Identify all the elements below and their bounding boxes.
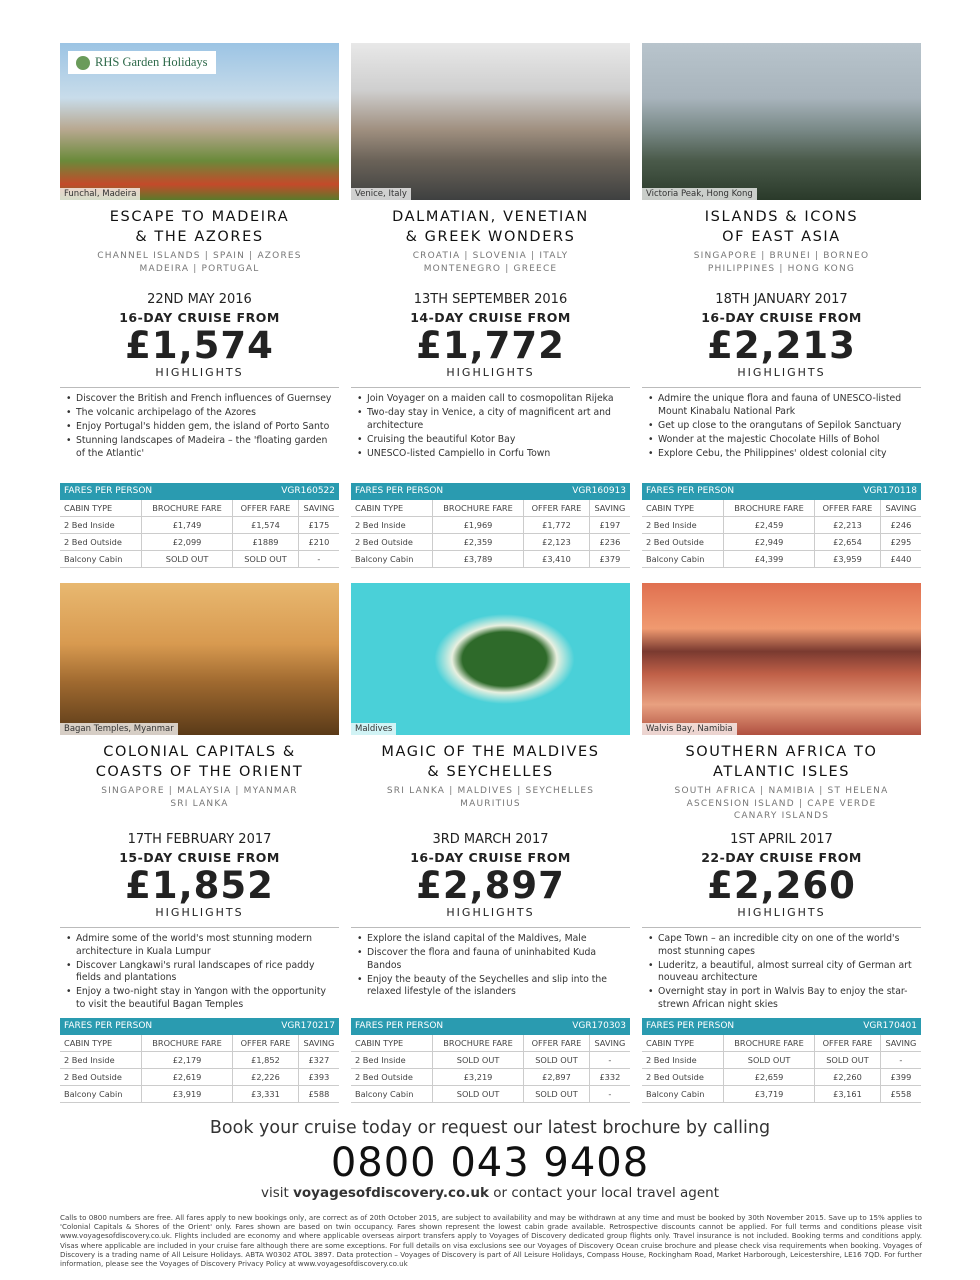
cruise-title: & GREEK WONDERS: [405, 229, 576, 245]
price-from: £1,574: [125, 324, 274, 367]
cruise-duration: 22-DAY CRUISE FROM: [701, 850, 862, 865]
destination-photo: [351, 583, 630, 735]
cruise-card: [60, 43, 339, 568]
table-cell: £2,654: [815, 534, 881, 551]
table-row: [351, 517, 630, 534]
table-cell: £1,749: [141, 517, 232, 534]
fares-table: [60, 483, 339, 569]
cruise-card: [642, 43, 921, 568]
cruise-card: [351, 583, 630, 1103]
table-row: [351, 551, 630, 568]
column-header: OFFER FARE: [524, 1035, 590, 1052]
logo-text: RHS Garden Holidays: [95, 55, 208, 69]
cruise-duration: 16-DAY CRUISE FROM: [701, 310, 862, 325]
highlights-heading: HIGHLIGHTS: [446, 906, 535, 919]
fares-table: [642, 483, 921, 569]
table-cell: Balcony Cabin: [351, 1086, 432, 1103]
cruise-code: VGR170401: [863, 1021, 917, 1031]
fine-print: Calls to 0800 numbers are free. All fares apply to new bookings only, are correct as of 20th October 2015, are subject to availability and may be withdrawn at any time and must be booked by 30th November 2015. Save up to 15% applies to 'Colonial Capitals & Shores of the Orient' only. Fares shown are based on twin occupancy. Fares shown represent the lowest cabin grade available. Retrospective discounts cannot be applied. For full terms and conditions please visit www.voyagesofdiscovery.co.uk. Flights included are economy and where applicable overseas airport transfers apply to Voyages of Discovery dedicated group flights only. Travel insurance is not included. Booking terms and conditions apply. Visas where applicable are included in your cruise fare although there are some exceptions. For full details on visa exclusions see our Voyages of Discovery Ocean cruise brochure and please check visa requirements when booking. Voyages of Discovery is a trading name of All Leisure Holidays. ABTA W0302 ATOL 3897. Data protection – Voyages of Discovery is part of All Leisure Holidays, Compass House, Rockingham Road, Market Harborough, Leicestershire, LE16 7QD. For further information, please see the Voyages of Discovery Privacy Policy at www.voyagesofdiscovery.co.uk: [60, 1213, 922, 1269]
phone-number[interactable]: 0800 043 9408: [330, 1140, 650, 1186]
table-cell: £1889: [233, 534, 299, 551]
table-cell: £2,099: [141, 534, 232, 551]
photo-caption: Walvis Bay, Namibia: [642, 723, 737, 735]
column-header: BROCHURE FARE: [141, 500, 232, 517]
table-cell: SOLD OUT: [723, 1052, 814, 1069]
table-cell: £236: [589, 534, 630, 551]
column-header: CABIN TYPE: [642, 500, 723, 517]
cruise-title: OF EAST ASIA: [722, 229, 841, 245]
price-from: £1,852: [125, 864, 274, 907]
table-cell: £175: [298, 517, 339, 534]
table-cell: SOLD OUT: [432, 1086, 523, 1103]
highlight-item: • Cape Town – an incredible city on one of the world's most stunning capes: [648, 933, 917, 958]
column-header: OFFER FARE: [524, 500, 590, 517]
price-from: £2,213: [707, 324, 856, 367]
column-header: OFFER FARE: [233, 500, 299, 517]
column-headers: [642, 500, 921, 517]
destinations-line: SINGAPORE | BRUNEI | BORNEO: [693, 251, 870, 261]
cruise-title: MAGIC OF THE MALDIVES: [381, 744, 600, 760]
cruise-code: VGR160522: [281, 486, 335, 496]
fares-label: FARES PER PERSON: [646, 1021, 735, 1031]
table-cell: £3,789: [432, 551, 523, 568]
destination-photo: [60, 43, 339, 200]
table-cell: £440: [880, 551, 921, 568]
table-cell: 2 Bed Inside: [60, 1052, 141, 1069]
column-header: BROCHURE FARE: [723, 500, 814, 517]
table-row: [60, 1086, 339, 1103]
table-cell: -: [880, 1052, 921, 1069]
table-cell: £2,459: [723, 517, 814, 534]
photo-caption: Funchal, Madeira: [60, 188, 140, 200]
table-row: [60, 517, 339, 534]
table-cell: £399: [880, 1069, 921, 1086]
fares-header-row: [60, 1018, 339, 1035]
highlight-item: • Discover the British and French influences of Guernsey: [66, 393, 335, 406]
table-cell: 2 Bed Inside: [642, 1052, 723, 1069]
highlight-item: • Stunning landscapes of Madeira – the 'floating garden of the Atlantic': [66, 435, 335, 460]
table-cell: Balcony Cabin: [351, 551, 432, 568]
table-cell: Balcony Cabin: [642, 1086, 723, 1103]
table-cell: £246: [880, 517, 921, 534]
highlight-item: • Explore the island capital of the Maldives, Male: [357, 933, 626, 946]
column-headers: [642, 1035, 921, 1052]
card-heading: [60, 735, 339, 831]
table-cell: £1,969: [432, 517, 523, 534]
fares-header-row: [351, 483, 630, 500]
departure-date: 13TH SEPTEMBER 2016: [413, 292, 568, 307]
departure-date: 22ND MAY 2016: [147, 292, 252, 307]
table-cell: SOLD OUT: [233, 551, 299, 568]
price-from: £2,897: [416, 864, 565, 907]
table-cell: £379: [589, 551, 630, 568]
cruise-duration: 14-DAY CRUISE FROM: [410, 310, 571, 325]
column-header: SAVING: [589, 1035, 630, 1052]
fares-label: FARES PER PERSON: [646, 486, 735, 496]
table-cell: £558: [880, 1086, 921, 1103]
destinations-line: CANARY ISLANDS: [733, 811, 830, 821]
table-cell: £327: [298, 1052, 339, 1069]
table-cell: SOLD OUT: [524, 1052, 590, 1069]
table-cell: -: [298, 551, 339, 568]
column-headers: [351, 1035, 630, 1052]
highlights-heading: HIGHLIGHTS: [737, 906, 826, 919]
highlights-list: [642, 387, 921, 483]
column-header: SAVING: [298, 1035, 339, 1052]
destination-photo: [642, 583, 921, 735]
column-header: CABIN TYPE: [60, 1035, 141, 1052]
table-cell: £4,399: [723, 551, 814, 568]
table-cell: 2 Bed Outside: [642, 534, 723, 551]
cruise-code: VGR170303: [572, 1021, 626, 1031]
destinations: [642, 250, 921, 275]
photo-caption: Venice, Italy: [351, 188, 411, 200]
table-row: [351, 1069, 630, 1086]
table-row: [642, 534, 921, 551]
highlights-heading: HIGHLIGHTS: [446, 366, 535, 379]
visit-line: [0, 1185, 980, 1201]
column-header: BROCHURE FARE: [141, 1035, 232, 1052]
table-cell: £2,123: [524, 534, 590, 551]
cruise-duration: 16-DAY CRUISE FROM: [410, 850, 571, 865]
table-cell: 2 Bed Outside: [642, 1069, 723, 1086]
fares-label: FARES PER PERSON: [355, 1021, 444, 1031]
cruise-title: COLONIAL CAPITALS &: [103, 744, 296, 760]
highlight-item: • The volcanic archipelago of the Azores: [66, 407, 335, 420]
table-row: [351, 1052, 630, 1069]
table-cell: 2 Bed Inside: [351, 1052, 432, 1069]
destinations: [60, 250, 339, 275]
table-cell: £1,852: [233, 1052, 299, 1069]
fares-label: FARES PER PERSON: [64, 1021, 153, 1031]
table-cell: £1,772: [524, 517, 590, 534]
fares-header-row: [351, 1018, 630, 1035]
table-row: [642, 1052, 921, 1069]
table-cell: SOLD OUT: [432, 1052, 523, 1069]
table-cell: £2,226: [233, 1069, 299, 1086]
column-header: SAVING: [298, 500, 339, 517]
destinations-line: MONTENEGRO | GREECE: [423, 263, 558, 274]
fares-label: FARES PER PERSON: [64, 486, 153, 496]
rhs-leaf-icon: [76, 56, 90, 70]
destinations-line: MADEIRA | PORTUGAL: [139, 263, 260, 274]
destinations-line: CROATIA | SLOVENIA | ITALY: [412, 251, 569, 261]
highlight-item: • Enjoy a two-night stay in Yangon with the opportunity to visit the beautiful Bagan Temples: [66, 986, 335, 1011]
table-cell: £3,331: [233, 1086, 299, 1103]
card-heading: [642, 735, 921, 831]
cruise-code: VGR170118: [863, 486, 917, 496]
cruise-title: ATLANTIC ISLES: [712, 764, 851, 780]
fares-header: [351, 1018, 630, 1035]
destination-photo: [642, 43, 921, 200]
table-cell: 2 Bed Inside: [60, 517, 141, 534]
column-header: CABIN TYPE: [351, 500, 432, 517]
table-row: [351, 1086, 630, 1103]
highlights-list: [60, 387, 339, 483]
cruise-code: VGR160913: [572, 486, 626, 496]
column-header: BROCHURE FARE: [432, 1035, 523, 1052]
table-row: [60, 551, 339, 568]
fares-header: [642, 483, 921, 500]
column-header: CABIN TYPE: [351, 1035, 432, 1052]
cruise-title: DALMATIAN, VENETIAN: [392, 209, 589, 225]
column-header: BROCHURE FARE: [723, 1035, 814, 1052]
destination-photo: [60, 583, 339, 735]
highlight-item: • Get up close to the orangutans of Sepilok Sanctuary: [648, 420, 917, 433]
destinations-line: ASCENSION ISLAND | CAPE VERDE: [686, 798, 877, 809]
cruise-title: & THE AZORES: [135, 229, 264, 245]
destinations-line: SINGAPORE | MALAYSIA | MYANMAR: [101, 786, 298, 796]
column-header: BROCHURE FARE: [432, 500, 523, 517]
highlight-item: • UNESCO-listed Campiello in Corfu Town: [357, 448, 626, 461]
fares-header: [642, 1018, 921, 1035]
destinations-line: SRI LANKA | MALDIVES | SEYCHELLES: [386, 786, 595, 796]
fares-header: [60, 1018, 339, 1035]
table-cell: £393: [298, 1069, 339, 1086]
column-header: OFFER FARE: [815, 1035, 881, 1052]
highlight-item: • Admire some of the world's most stunning modern architecture in Kuala Lumpur: [66, 933, 335, 958]
table-cell: £2,897: [524, 1069, 590, 1086]
column-header: CABIN TYPE: [60, 500, 141, 517]
highlight-item: • Wonder at the majestic Chocolate Hills of Bohol: [648, 434, 917, 447]
card-heading: [642, 200, 921, 291]
highlights-list: [60, 927, 339, 1018]
departure-date: 17TH FEBRUARY 2017: [127, 832, 272, 847]
highlight-item: • Join Voyager on a maiden call to cosmopolitan Rijeka: [357, 393, 626, 406]
table-cell: Balcony Cabin: [60, 551, 141, 568]
destinations: [642, 785, 921, 823]
highlight-item: • Overnight stay in port in Walvis Bay to enjoy the star-strewn African night skies: [648, 986, 917, 1011]
highlight-item: • Luderitz, a beautiful, almost surreal city of German art nouveau architecture: [648, 960, 917, 985]
table-cell: £295: [880, 534, 921, 551]
destination-photo: [351, 43, 630, 200]
fares-header: [351, 483, 630, 500]
departure-date: 18TH JANUARY 2017: [715, 292, 848, 307]
table-cell: 2 Bed Outside: [351, 1069, 432, 1086]
table-cell: £197: [589, 517, 630, 534]
price-from: £1,772: [416, 324, 565, 367]
visit-pre: visit: [260, 1185, 289, 1201]
column-headers: [60, 500, 339, 517]
table-cell: Balcony Cabin: [642, 551, 723, 568]
table-cell: £3,219: [432, 1069, 523, 1086]
highlight-item: • Enjoy the beauty of the Seychelles and slip into the relaxed lifestyle of the islanders: [357, 974, 626, 999]
fares-table: [351, 1018, 630, 1104]
column-header: SAVING: [880, 1035, 921, 1052]
price-from: £2,260: [707, 864, 856, 907]
column-header: CABIN TYPE: [642, 1035, 723, 1052]
highlight-item: • Discover the flora and fauna of uninhabited Kuda Bandos: [357, 947, 626, 972]
table-cell: £2,949: [723, 534, 814, 551]
cruise-card: [351, 43, 630, 568]
table-cell: 2 Bed Inside: [642, 517, 723, 534]
table-cell: £3,919: [141, 1086, 232, 1103]
cruise-card: [642, 583, 921, 1103]
website-link[interactable]: voyagesofdiscovery.co.uk: [293, 1185, 489, 1201]
destinations: [351, 785, 630, 810]
card-heading: [60, 200, 339, 291]
table-cell: £3,959: [815, 551, 881, 568]
table-cell: £2,213: [815, 517, 881, 534]
table-cell: £2,260: [815, 1069, 881, 1086]
cruise-card: [60, 583, 339, 1103]
cruise-title: ISLANDS & ICONS: [704, 209, 859, 225]
highlight-item: • Enjoy Portugal's hidden gem, the island of Porto Santo: [66, 421, 335, 434]
table-cell: £2,359: [432, 534, 523, 551]
table-cell: £1,574: [233, 517, 299, 534]
table-cell: £2,659: [723, 1069, 814, 1086]
cruise-duration: 16-DAY CRUISE FROM: [119, 310, 280, 325]
visit-post: or contact your local travel agent: [493, 1185, 720, 1201]
cruise-duration: 15-DAY CRUISE FROM: [119, 850, 280, 865]
destinations-line: PHILIPPINES | HONG KONG: [707, 263, 856, 274]
column-header: OFFER FARE: [815, 500, 881, 517]
table-cell: -: [589, 1052, 630, 1069]
cta-text: Book your cruise today or request our latest brochure by calling: [209, 1118, 771, 1138]
fares-header: [60, 483, 339, 500]
table-cell: 2 Bed Outside: [60, 534, 141, 551]
table-row: [642, 551, 921, 568]
table-row: [60, 1069, 339, 1086]
column-header: SAVING: [880, 500, 921, 517]
table-cell: SOLD OUT: [141, 551, 232, 568]
fares-table: [642, 1018, 921, 1104]
destinations-line: MAURITIUS: [460, 798, 521, 809]
table-cell: £2,179: [141, 1052, 232, 1069]
highlights-list: [642, 927, 921, 1018]
table-cell: £210: [298, 534, 339, 551]
highlights-list: [351, 387, 630, 483]
table-cell: 2 Bed Outside: [60, 1069, 141, 1086]
table-cell: Balcony Cabin: [60, 1086, 141, 1103]
table-row: [642, 1086, 921, 1103]
cruise-title: COASTS OF THE ORIENT: [95, 764, 304, 780]
table-cell: £3,161: [815, 1086, 881, 1103]
departure-date: 1ST APRIL 2017: [730, 832, 833, 847]
highlight-item: • Explore Cebu, the Philippines' oldest colonial city: [648, 448, 917, 461]
table-cell: £3,719: [723, 1086, 814, 1103]
cruise-code: VGR170217: [281, 1021, 335, 1031]
highlights-list: [351, 927, 630, 1018]
cruise-title: SOUTHERN AFRICA TO: [685, 744, 878, 760]
photo-caption: Bagan Temples, Myanmar: [60, 723, 178, 735]
table-cell: £3,410: [524, 551, 590, 568]
highlight-item: • Two-day stay in Venice, a city of magnificent art and architecture: [357, 407, 626, 432]
table-row: [642, 1069, 921, 1086]
highlights-heading: HIGHLIGHTS: [737, 366, 826, 379]
photo-caption: Victoria Peak, Hong Kong: [642, 188, 757, 200]
table-cell: SOLD OUT: [524, 1086, 590, 1103]
table-cell: £332: [589, 1069, 630, 1086]
card-heading: [351, 200, 630, 291]
fares-table: [60, 1018, 339, 1104]
destinations-line: CHANNEL ISLANDS | SPAIN | AZORES: [97, 251, 302, 261]
table-row: [642, 517, 921, 534]
table-row: [60, 1052, 339, 1069]
table-cell: 2 Bed Outside: [351, 534, 432, 551]
highlight-item: • Discover Langkawi's rural landscapes of rice paddy fields and plantations: [66, 960, 335, 985]
table-cell: SOLD OUT: [815, 1052, 881, 1069]
cruise-title: & SEYCHELLES: [427, 764, 554, 780]
destinations-line: SRI LANKA: [170, 798, 229, 809]
table-cell: £588: [298, 1086, 339, 1103]
column-header: SAVING: [589, 500, 630, 517]
column-header: OFFER FARE: [233, 1035, 299, 1052]
highlight-item: • Cruising the beautiful Kotor Bay: [357, 434, 626, 447]
destinations: [351, 250, 630, 275]
column-headers: [351, 500, 630, 517]
table-row: [60, 534, 339, 551]
card-heading: [351, 735, 630, 831]
fares-header-row: [60, 483, 339, 500]
fares-header-row: [642, 483, 921, 500]
fares-table: [351, 483, 630, 569]
highlight-item: • Admire the unique flora and fauna of UNESCO-listed Mount Kinabalu National Park: [648, 393, 917, 418]
table-row: [351, 534, 630, 551]
column-headers: [60, 1035, 339, 1052]
departure-date: 3RD MARCH 2017: [432, 832, 549, 847]
table-cell: 2 Bed Inside: [351, 517, 432, 534]
fares-label: FARES PER PERSON: [355, 486, 444, 496]
photo-caption: Maldives: [351, 723, 396, 735]
table-cell: £2,619: [141, 1069, 232, 1086]
cruise-title: ESCAPE TO MADEIRA: [109, 209, 290, 225]
highlights-heading: HIGHLIGHTS: [155, 366, 244, 379]
destinations: [60, 785, 339, 810]
rhs-logo: [68, 51, 216, 74]
table-cell: -: [589, 1086, 630, 1103]
destinations-line: SOUTH AFRICA | NAMIBIA | ST HELENA: [674, 786, 889, 796]
highlights-heading: HIGHLIGHTS: [155, 906, 244, 919]
fares-header-row: [642, 1018, 921, 1035]
